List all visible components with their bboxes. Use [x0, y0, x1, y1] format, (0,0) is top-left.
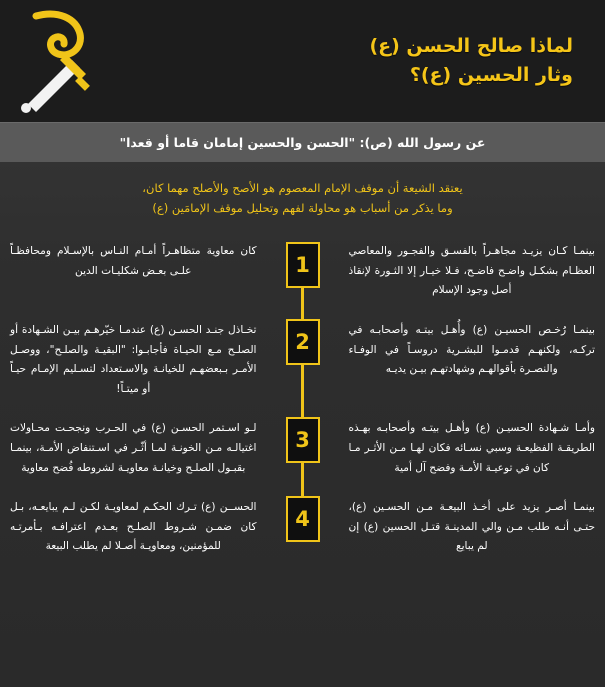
intro-text [0, 162, 605, 232]
timeline-step-number: 4 [286, 496, 320, 542]
timeline-row-right-text: كان معاوية متظاهـراً أمـام النـاس بالإسـلام ومحافظـاً علـى بعـض شكليـات الدين [10, 245, 257, 277]
sword-and-pen-emblem-icon [6, 8, 102, 114]
timeline-marker [275, 417, 331, 463]
timeline-marker [275, 319, 331, 365]
timeline-row-left-text: وأمـا شـهادة الحسيـن (ع) وأهـل بيتـه وأصحابـه بهـذه الطريقـة الفظيعـة وسبي نسـائه فكان لهـا مـن الأثـر مـا كان في توعيـة الأمـة وفضح آل أمية [348, 422, 595, 474]
timeline-row-right-text: الحســن (ع) تـرك الحكـم لمعاويـة لكـن لـم يبايعـه، بـل كان ضمـن شـروط الصلـح بعـدم اعترافـه بـأمرتـه للمؤمنين، ومعاويـة أصـلا لم يطلب البيعة [10, 501, 257, 553]
timeline-row-left-text: بينمـا كـان يزيـد مجاهـراً بالفسـق والفجـور والمعاصي العظـام بشكـل واضـح فاضـح، فـلا خيـار إلا الثـورة لإنقاذ أصل وجود الإسلام [348, 245, 595, 297]
page-title [102, 32, 587, 91]
page-header [0, 0, 605, 122]
timeline-row-right-text: لـو اسـتمر الحسـن (ع) في الحـرب ونجحـت محـاولات اغتيالـه مـن الخونـة لمـا أثّـر في اسـتنفاض الأمـة، بينمـا بقبـول الصلـح وخيانـة معاويـة لشروطه فُضح معاوية [10, 422, 257, 474]
intro-line-2: وما يذكر من أسباب هو محاولة لفهم وتحليل موقف الإمامَين (ع) [152, 201, 453, 216]
hadith-banner: عن رسول الله (ص): "الحسن والحسين إمامان قاما أو قعدا" [0, 122, 605, 162]
timeline-row-left-text: بينمـا أصـر يزيد على أخـذ البيعـة مـن الحسـين (ع)، حتـى أنـه طلب مـن والي المدينـة قتـل الحسين (ع) إن لم يبايع [348, 501, 595, 553]
timeline-row [0, 311, 605, 409]
timeline-step-number: 2 [286, 319, 320, 365]
timeline-row [0, 409, 605, 488]
timeline-row [0, 234, 605, 311]
timeline-marker [275, 496, 331, 542]
timeline-row-left-text: بينمـا رُخـص الحسيـن (ع) وأُهـل بيتـه وأصحابـه في تركـه، ولكنهـم قدمـوا للبشـرية دروسـاً في الوفـاء والنصـرة بأقوالهـم وشهادتهـم بيـن يديـه [348, 324, 595, 376]
timeline-marker [275, 242, 331, 288]
timeline-step-number: 1 [286, 242, 320, 288]
page-title-line-2: وثار الحسين (ع)؟ [409, 64, 573, 86]
intro-line-1: يعتقد الشيعة أن موقف الإمام المعصوم هو الأصح والأصلح مهما كان، [142, 181, 463, 195]
timeline [0, 232, 605, 577]
timeline-row-right-text: تخـاذل جنـد الحسـن (ع) عندمـا خيّرهـم بيـن الشـهادة أو الصلـح مـع الحيـاة فأجابـوا: "البقيـة والصلـح"، ووصـل الأمـر بـبعضهـم للخيانـة والاسـتعداد لتسـليم الإمـام حيـاً أو ميتـاً! [10, 324, 257, 395]
timeline-row [0, 488, 605, 567]
page-title-line-1: لماذا صالح الحسن (ع) [369, 34, 573, 57]
timeline-step-number: 3 [286, 417, 320, 463]
